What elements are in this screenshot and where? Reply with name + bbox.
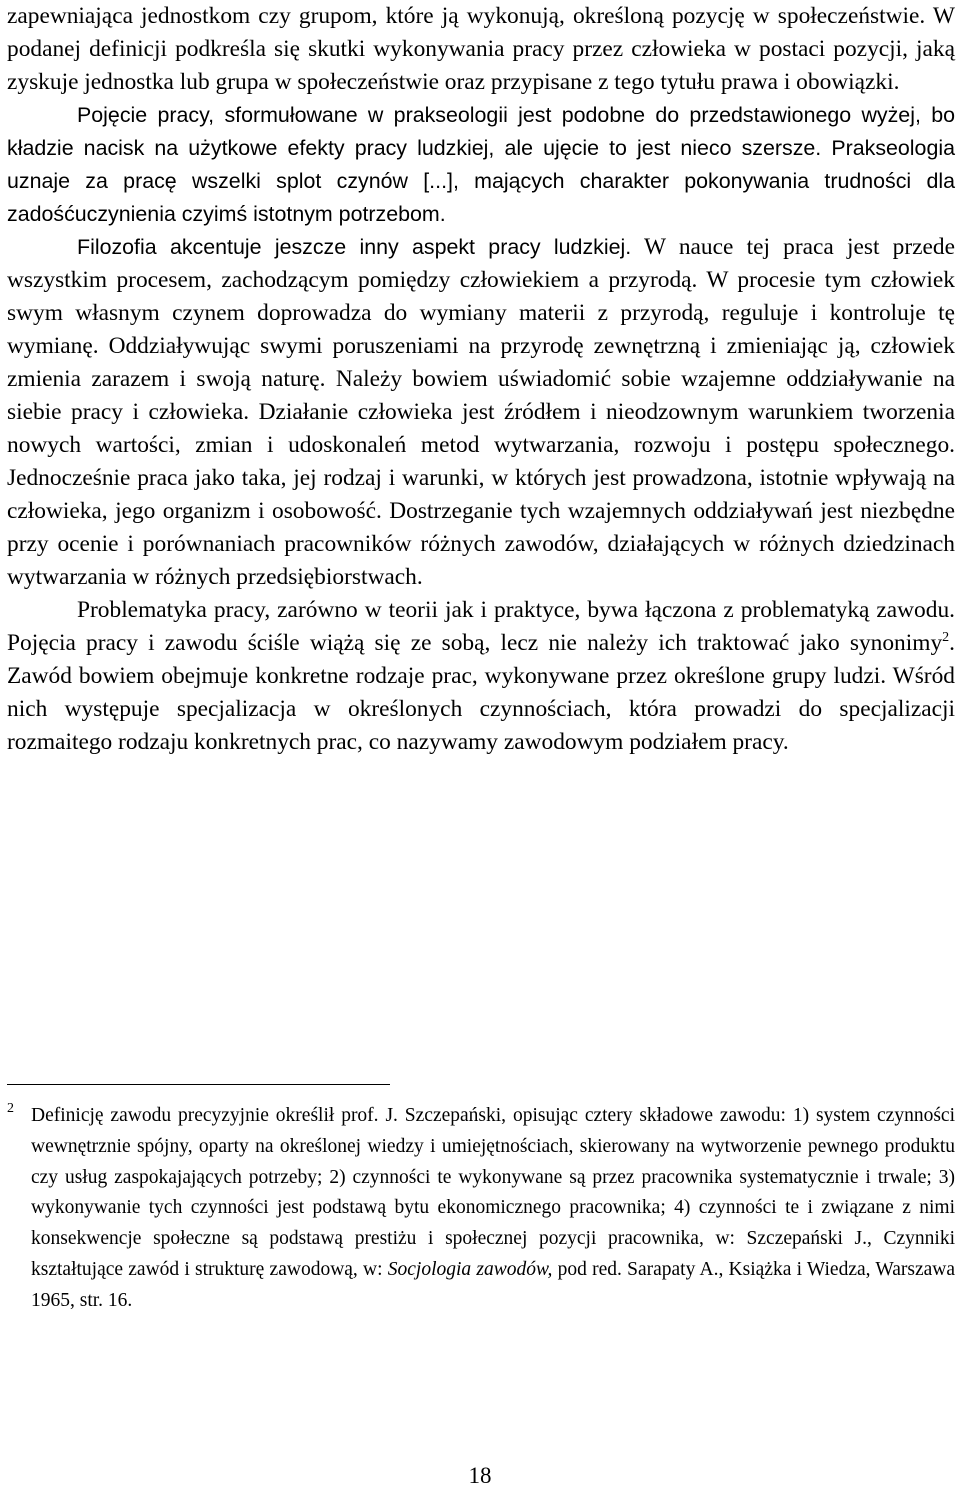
footnote-separator bbox=[7, 1084, 390, 1085]
text-segment: Pojęcie pracy, sformułowane w prakseologii jest podobne do przedstawionego wyżej, bo kładzie nacisk na użytkowe efekty pracy ludzkiej, ale ujęcie to jest nieco szersze. Prakseologia uznaje za pracę wszelki splot czynów [...], mających charakter pokonywania trudności dla zadośćuczynienia czyimś istotnym potrzebom. bbox=[7, 103, 955, 226]
paragraph bbox=[7, 0, 955, 99]
text-segment: . Zawód bowiem obejmuje konkretne rodzaje prac, wykonywane przez określone grupy ludzi. Wśród nich występuje specjalizacja w określonych czynnościach, która prowadzi do specjalizacji rozmaitego rodzaju konkretnych prac, co nazywamy zawodowym podziałem pracy. bbox=[7, 630, 955, 755]
text-segment: Problematyka pracy, zarówno w teorii jak i praktyce, bywa łączona z problematyką zawodu. Pojęcia pracy i zawodu ściśle wiążą się ze sobą, lecz nie należy ich traktować jako synonimy bbox=[7, 597, 955, 656]
paragraph bbox=[7, 231, 955, 594]
footnote bbox=[7, 1101, 955, 1317]
text-segment: Filozofia akcentuje jeszcze inny aspekt pracy ludzkiej. bbox=[77, 235, 632, 259]
footnote-text: Definicję zawodu precyzyjnie określił prof. J. Szczepański, opisując cztery składowe zawodu: 1) system czynności wewnętrznie spójny, oparty na określonej wiedzy i umiejętnościach, skierowany na wytworzenie pewnego produktu czy usług zaspokajających potrzeby; 2) czynności te wykonywane są przez pracownika systematycznie i trwale; 3) wykonywanie tych czynności jest podstawą bytu ekonomicznego pracownika; 4) czynności te i związane z nimi konsekwencje społeczne są podstawą prestiżu i społecznej pozycji pracownika, w: Szczepański J., Czynniki kształtujące zawód i strukturę zawodową, w: bbox=[31, 1105, 955, 1280]
text-segment: W nauce tej praca jest przede wszystkim procesem, zachodzącym pomiędzy człowiekiem a przyrodą. W procesie tym człowiek swym własnym czynem doprowadza do wymiany materii z przyrodą, reguluje i kontroluje tę wymianę. Oddziaływując swymi poruszeniami na przyrodę zewnętrzną i zmieniając ją, człowiek zmienia zarazem i swoją naturę. Należy bowiem uświadomić sobie wzajemne oddziaływanie na siebie pracy i człowieka. Działanie człowieka jest źródłem i nieodzownym warunkiem tworzenia nowych wartości, zmian i udoskonaleń metod wytwarzania, rozwoju i postępu społecznego. Jednocześnie praca jako taka, jej rodzaj i warunki, w których jest prowadzona, istotnie wpływają na człowieka, jego organizm i osobowość. Dostrzeganie tych wzajemnych oddziaływań jest niezbędne przy ocenie i porównaniach pracowników różnych zawodów, działających w różnych dziedzinach wytwarzania w różnych przedsiębiorstwach. bbox=[7, 234, 955, 590]
main-text bbox=[7, 0, 955, 759]
page-number: 18 bbox=[468, 1463, 492, 1488]
footnote-marker: 2 bbox=[7, 1101, 14, 1116]
footnote-text: pod red. Sarapaty A., Książka i Wiedza, Warszawa 1965, str. 16. bbox=[31, 1258, 956, 1311]
footnote-reference[interactable]: 2 bbox=[942, 630, 950, 645]
footnote-italic-title: Socjologia zawodów, bbox=[387, 1258, 553, 1280]
text-segment: zapewniająca jednostkom czy grupom, które ją wykonują, określoną pozycję w społeczeństwie. W podanej definicji podkreśla się skutki wykonywania pracy przez człowieka w postaci pozycji, jaką zyskuje jednostka lub grupa w społeczeństwie oraz przypisane z tego tytułu prawa i obowiązki. bbox=[7, 3, 955, 95]
paragraph bbox=[7, 99, 955, 231]
paragraph bbox=[7, 594, 955, 759]
